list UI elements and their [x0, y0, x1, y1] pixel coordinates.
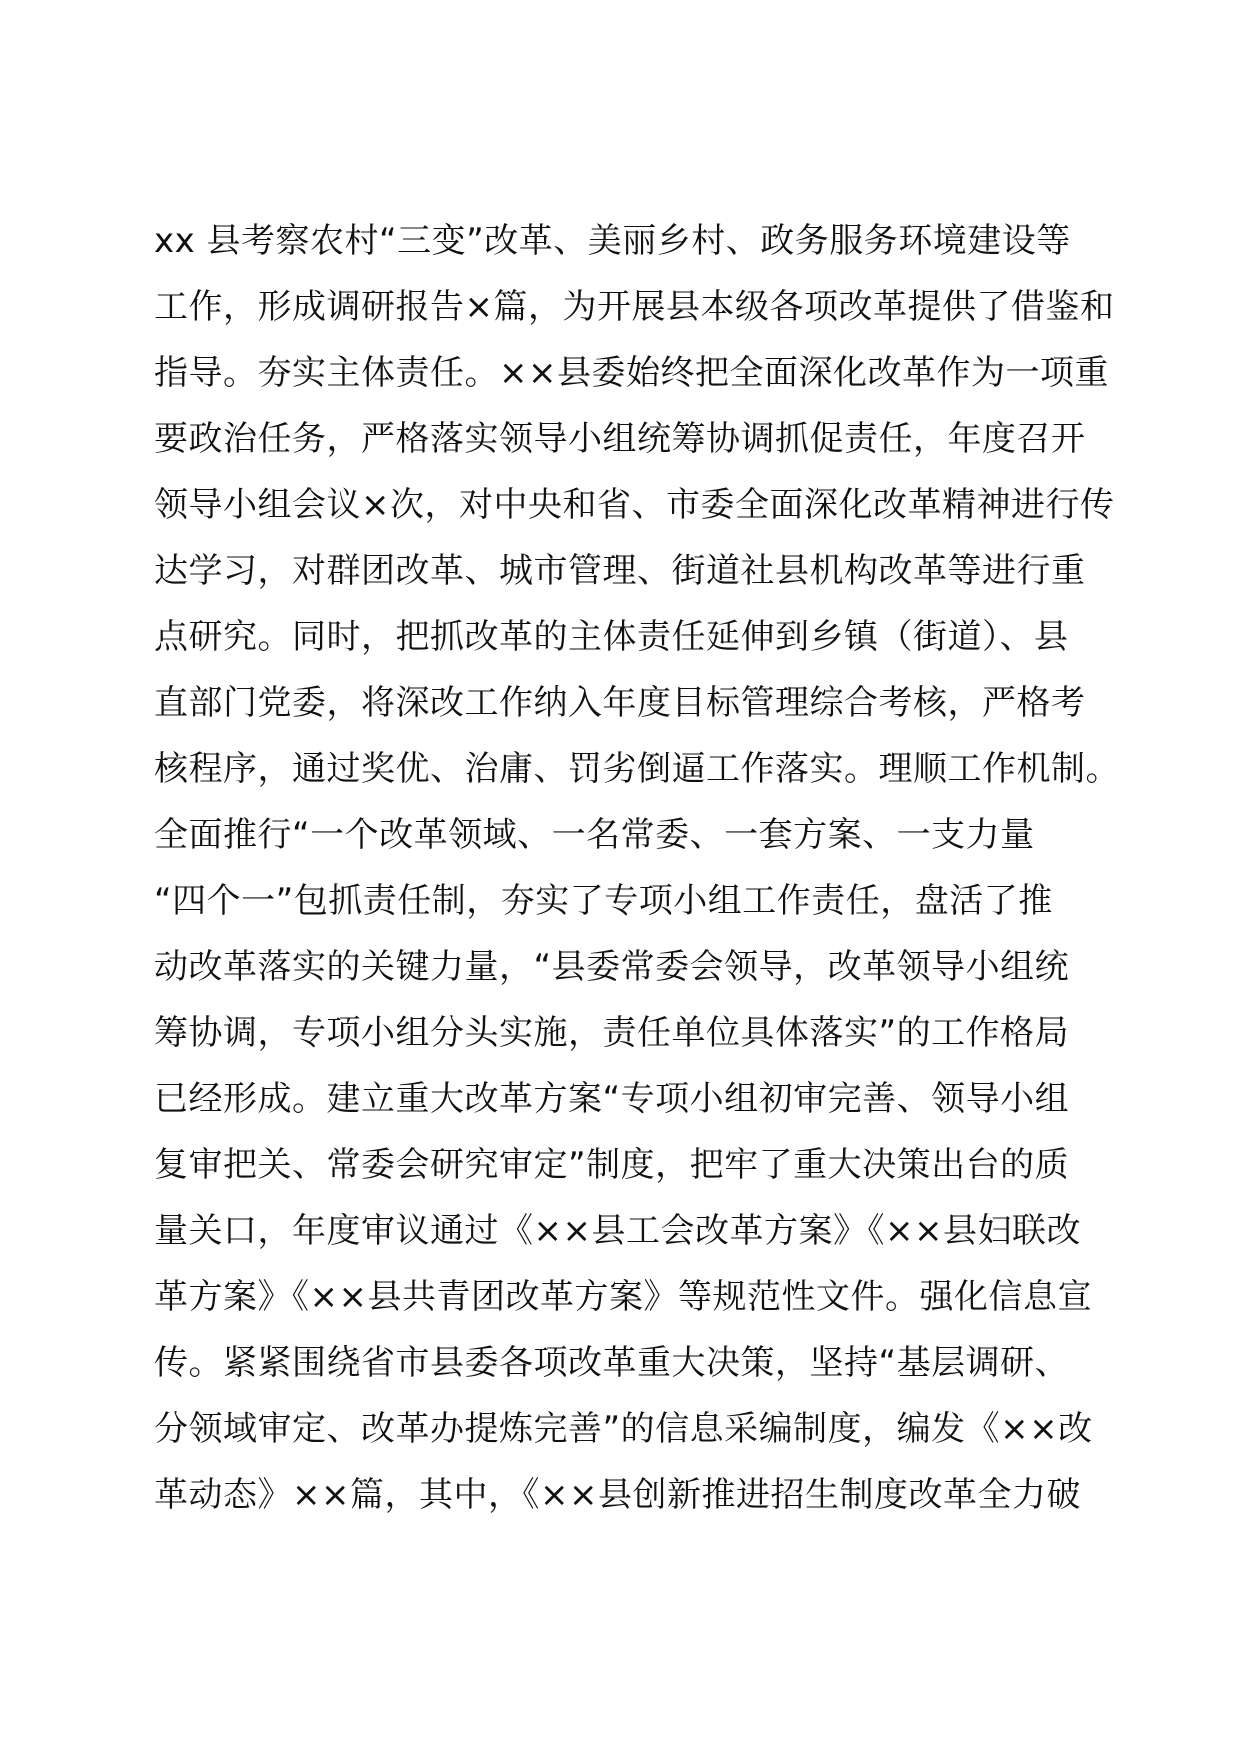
text-line: 直部门党委，将深改工作纳入年度目标管理综合考核，严格考 [154, 683, 1086, 723]
text-line: 领导小组会议×次，对中央和省、市委全面深化改革精神进行传 [154, 485, 1115, 525]
text-line: 全面推行“一个改革领域、一名常委、一套方案、一支力量 [154, 815, 1035, 855]
text-line: xx 县考察农村“三变”改革、美丽乡村、政务服务环境建设等 [154, 221, 1071, 261]
text-line: 核程序，通过奖优、治庸、罚劣倒逼工作落实。理顺工作机制。 [154, 749, 1120, 789]
body-text [154, 208, 1120, 1528]
text-line: 点研究。同时，把抓改革的主体责任延伸到乡镇（街道）、县 [154, 617, 1069, 657]
text-line: 筹协调，专项小组分头实施，责任单位具体落实”的工作格局 [154, 1013, 1070, 1053]
text-line: 工作，形成调研报告×篇，为开展县本级各项改革提供了借鉴和 [154, 287, 1115, 327]
text-line: 要政治任务，严格落实领导小组统筹协调抓促责任，年度召开 [154, 419, 1086, 459]
text-line: 革动态》××篇，其中，《××县创新推进招生制度改革全力破 [154, 1475, 1081, 1515]
text-line: 分领域审定、改革办提炼完善”的信息采编制度，编发《××改 [154, 1409, 1093, 1449]
text-line: 革方案》《××县共青团改革方案》等规范性文件。强化信息宣 [154, 1277, 1092, 1317]
text-line: 已经形成。建立重大改革方案“专项小组初审完善、领导小组 [154, 1079, 1070, 1119]
text-line: 动改革落实的关键力量，“县委常委会领导，改革领导小组统 [154, 947, 1070, 987]
text-line: “四个一”包抓责任制，夯实了专项小组工作责任，盘活了推 [154, 881, 1053, 921]
text-line: 传。紧紧围绕省市县委各项改革重大决策，坚持“基层调研、 [154, 1343, 1070, 1383]
text-line: 量关口，年度审议通过《××县工会改革方案》《××县妇联改 [154, 1211, 1081, 1251]
text-line: 指导。夯实主体责任。××县委始终把全面深化改革作为一项重 [154, 353, 1109, 393]
text-line: 达学习，对群团改革、城市管理、街道社县机构改革等进行重 [154, 551, 1086, 591]
text-line: 复审把关、常委会研究审定”制度，把牢了重大决策出台的质 [154, 1145, 1070, 1185]
